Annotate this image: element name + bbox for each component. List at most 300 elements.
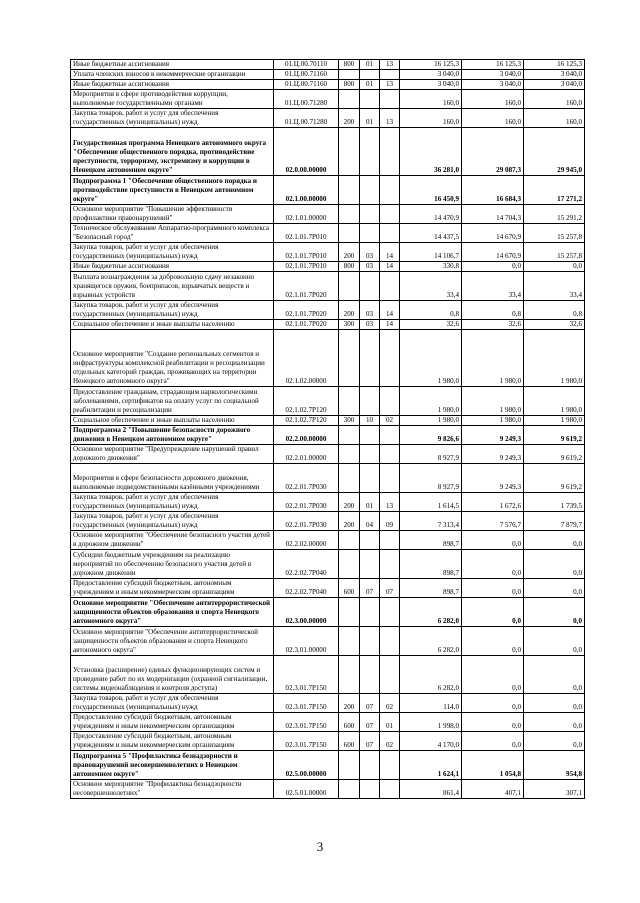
- row-target-code: 02.5.00.00000: [274, 751, 339, 780]
- row-target-code: 02.2.01.00000: [274, 445, 339, 464]
- row-amount-year-3: 0,0: [524, 627, 585, 656]
- row-amount-year-3: 0,0: [524, 732, 585, 751]
- row-expense-type: 600: [339, 713, 360, 732]
- row-name: Предоставление субсидий бюджетным, автономным учреждениям и иным некоммерческим организациям: [71, 579, 274, 598]
- row-amount-year-1: 6 282,0: [400, 598, 462, 627]
- row-section: [360, 531, 380, 550]
- row-amount-year-2: 3 040,0: [462, 70, 524, 80]
- row-amount-year-1: 1 980,0: [400, 416, 462, 426]
- row-name: Мероприятия в сфере безопасности дорожного движения, выполняемые подведомственными казёнными учреждениями: [71, 464, 274, 493]
- row-amount-year-2: 7 576,7: [462, 512, 524, 531]
- row-amount-year-1: 861,4: [400, 780, 462, 799]
- row-amount-year-1: 1 980,0: [400, 387, 462, 416]
- row-subsection: [380, 426, 400, 445]
- row-amount-year-3: 9 619,2: [524, 426, 585, 445]
- row-expense-type: [339, 656, 360, 694]
- row-name: Выплата вознаграждения за добровольную сдачу незаконно хранящегося оружия, боеприпасов, взрывчатых веществ и взрывных устройств: [71, 272, 274, 301]
- row-subsection: [380, 387, 400, 416]
- row-amount-year-3: 0,0: [524, 656, 585, 694]
- table-row: [71, 751, 585, 780]
- row-amount-year-1: 160,0: [400, 109, 462, 128]
- row-section: [360, 464, 380, 493]
- row-expense-type: [339, 387, 360, 416]
- row-section: [360, 205, 380, 224]
- row-amount-year-3: 7 879,7: [524, 512, 585, 531]
- row-section: [360, 445, 380, 464]
- row-amount-year-2: 1 054,8: [462, 751, 524, 780]
- row-amount-year-2: 14 704,3: [462, 205, 524, 224]
- row-target-code: 02.2.01.7Р030: [274, 493, 339, 512]
- row-target-code: 02.2.02.7Р040: [274, 579, 339, 598]
- row-amount-year-2: 0,0: [462, 579, 524, 598]
- row-amount-year-1: 898,7: [400, 550, 462, 579]
- table-row: [71, 598, 585, 627]
- row-subsection: [380, 598, 400, 627]
- row-subsection: [380, 224, 400, 243]
- row-section: 03: [360, 320, 380, 330]
- table-row: [71, 579, 585, 598]
- table-row: [71, 330, 585, 387]
- row-amount-year-3: 29 945,0: [524, 128, 585, 176]
- row-name: Подпрограмма 1 "Обеспечение общественного порядка и противодействие преступности в Ненецком автономном округе": [71, 176, 274, 205]
- row-expense-type: [339, 330, 360, 387]
- row-name: Подпрограмма 2 "Повышение безопасности дорожного движения в Ненецком автономном округе": [71, 426, 274, 445]
- row-amount-year-3: 160,0: [524, 90, 585, 109]
- row-amount-year-1: 898,7: [400, 531, 462, 550]
- row-expense-type: 200: [339, 493, 360, 512]
- row-section: 07: [360, 694, 380, 713]
- row-target-code: 02.1.01.7Р020: [274, 301, 339, 320]
- row-amount-year-3: 32,6: [524, 320, 585, 330]
- row-amount-year-2: 9 249,3: [462, 445, 524, 464]
- row-expense-type: [339, 531, 360, 550]
- row-expense-type: [339, 70, 360, 80]
- row-amount-year-3: 0,0: [524, 579, 585, 598]
- row-amount-year-1: 0,8: [400, 301, 462, 320]
- row-subsection: 02: [380, 732, 400, 751]
- row-amount-year-1: 7 313,4: [400, 512, 462, 531]
- row-amount-year-3: 1 980,0: [524, 416, 585, 426]
- row-section: [360, 90, 380, 109]
- row-target-code: 02.3.00.00000: [274, 598, 339, 627]
- row-target-code: 01.Ц.00.71160: [274, 70, 339, 80]
- table-row: [71, 387, 585, 416]
- row-target-code: 02.1.00.00000: [274, 176, 339, 205]
- row-expense-type: 200: [339, 301, 360, 320]
- table-row: [71, 416, 585, 426]
- table-row: [71, 128, 585, 176]
- row-amount-year-3: 160,0: [524, 109, 585, 128]
- row-subsection: [380, 330, 400, 387]
- row-target-code: 02.2.02.00000: [274, 531, 339, 550]
- table-row: [71, 780, 585, 799]
- table-row: [71, 60, 585, 70]
- row-expense-type: 200: [339, 243, 360, 262]
- row-name: Иные бюджетные ассигнования: [71, 60, 274, 70]
- row-target-code: 02.1.01.7Р010: [274, 262, 339, 272]
- table-row: [71, 272, 585, 301]
- row-amount-year-3: 0,0: [524, 550, 585, 579]
- row-expense-type: [339, 90, 360, 109]
- row-subsection: [380, 176, 400, 205]
- row-section: 03: [360, 301, 380, 320]
- row-expense-type: [339, 272, 360, 301]
- row-subsection: [380, 205, 400, 224]
- row-amount-year-1: 16 450,9: [400, 176, 462, 205]
- row-subsection: 14: [380, 320, 400, 330]
- row-name: Социальное обеспечение и иные выплаты населению: [71, 320, 274, 330]
- row-amount-year-3: 0,0: [524, 694, 585, 713]
- row-section: 03: [360, 262, 380, 272]
- row-name: Основное мероприятие "Повышение эффективности профилактики правонарушений": [71, 205, 274, 224]
- row-name: Государственная программа Ненецкого автономного округа "Обеспечение общественного порядка, противодействие преступности, терроризму, экстремизму и коррупции в Ненецком автономном округе": [71, 128, 274, 176]
- row-name: Основное мероприятие "Профилактика безнадзорности несовершеннолетних": [71, 780, 274, 799]
- row-target-code: 02.1.01.7Р020: [274, 272, 339, 301]
- row-expense-type: [339, 751, 360, 780]
- row-subsection: [380, 627, 400, 656]
- table-row: [71, 90, 585, 109]
- row-expense-type: 800: [339, 60, 360, 70]
- row-subsection: [380, 272, 400, 301]
- row-target-code: 02.3.01.7Р150: [274, 713, 339, 732]
- row-amount-year-1: 1 980,0: [400, 330, 462, 387]
- row-amount-year-2: 9 249,3: [462, 464, 524, 493]
- table-row: [71, 426, 585, 445]
- row-amount-year-2: 160,0: [462, 90, 524, 109]
- table-row: [71, 176, 585, 205]
- row-name: Установка (расширение) единых функционирующих систем и проведение работ по их модернизации (охранной сигнализации, системы видеонаблюдения и контроля доступа): [71, 656, 274, 694]
- table-row: [71, 713, 585, 732]
- row-amount-year-1: 3 040,0: [400, 70, 462, 80]
- row-section: 03: [360, 243, 380, 262]
- row-section: [360, 627, 380, 656]
- table-row: [71, 464, 585, 493]
- row-target-code: 02.1.01.7Р020: [274, 320, 339, 330]
- row-name: Иные бюджетные ассигнования: [71, 80, 274, 90]
- row-target-code: 02.1.01.7Р010: [274, 243, 339, 262]
- table-row: [71, 656, 585, 694]
- row-subsection: 02: [380, 694, 400, 713]
- row-section: [360, 330, 380, 387]
- row-amount-year-3: 9 619,2: [524, 464, 585, 493]
- row-name: Техническое обслуживание Аппаратно-программного комплекса "Безопасный город": [71, 224, 274, 243]
- row-target-code: 02.3.01.7Р150: [274, 732, 339, 751]
- row-amount-year-2: 1 980,0: [462, 330, 524, 387]
- row-amount-year-3: 0,0: [524, 598, 585, 627]
- row-amount-year-2: 160,0: [462, 109, 524, 128]
- row-expense-type: 300: [339, 416, 360, 426]
- row-section: [360, 780, 380, 799]
- row-amount-year-1: 14 437,5: [400, 224, 462, 243]
- row-subsection: 01: [380, 713, 400, 732]
- row-name: Закупка товаров, работ и услуг для обеспечения государственных (муниципальных) нужд: [71, 243, 274, 262]
- row-amount-year-2: 0,0: [462, 262, 524, 272]
- row-name: Закупка товаров, работ и услуг для обеспечения государственных (муниципальных) нужд: [71, 301, 274, 320]
- row-amount-year-2: 0,0: [462, 627, 524, 656]
- row-section: 01: [360, 60, 380, 70]
- row-subsection: 14: [380, 301, 400, 320]
- row-section: [360, 656, 380, 694]
- row-target-code: 02.0.00.00000: [274, 128, 339, 176]
- row-section: [360, 387, 380, 416]
- row-name: Предоставление гражданам, страдающим наркологическими заболеваниями, сертификатов на оплату услуг по социальной реабилитации и ресоциализации: [71, 387, 274, 416]
- row-expense-type: [339, 205, 360, 224]
- row-subsection: 14: [380, 243, 400, 262]
- row-name: Основное мероприятие "Обеспечение безопасного участия детей в дорожном движении": [71, 531, 274, 550]
- row-target-code: 02.1.02.7Р120: [274, 416, 339, 426]
- row-name: Основное мероприятие "Предупреждение нарушений правил дорожного движения": [71, 445, 274, 464]
- row-amount-year-2: 0,0: [462, 732, 524, 751]
- row-target-code: 02.2.01.7Р030: [274, 464, 339, 493]
- row-amount-year-2: 16 684,3: [462, 176, 524, 205]
- row-section: 10: [360, 416, 380, 426]
- row-amount-year-2: 16 125,3: [462, 60, 524, 70]
- row-expense-type: [339, 550, 360, 579]
- row-amount-year-3: 0,0: [524, 531, 585, 550]
- row-target-code: 01.Ц.00.70110: [274, 60, 339, 70]
- row-amount-year-3: 0,0: [524, 262, 585, 272]
- row-name: Закупка товаров, работ и услуг для обеспечения государственных (муниципальных) нужд: [71, 694, 274, 713]
- table-row: [71, 445, 585, 464]
- row-name: Закупка товаров, работ и услуг для обеспечения государственных (муниципальных) нужд: [71, 109, 274, 128]
- row-name: Уплата членских взносов в некоммерческие организации: [71, 70, 274, 80]
- row-amount-year-1: 16 125,3: [400, 60, 462, 70]
- row-name: Основное мероприятие "Создание региональных сегментов и инфраструктуры комплексной реабилитации и ресоциализации отдельных категорий граждан, проживающих на территории Ненецкого автономного округа": [71, 330, 274, 387]
- row-amount-year-1: 114,0: [400, 694, 462, 713]
- table-row: [71, 493, 585, 512]
- row-subsection: [380, 464, 400, 493]
- table-row: [71, 205, 585, 224]
- row-target-code: 02.1.01.7Р010: [274, 224, 339, 243]
- row-subsection: 13: [380, 109, 400, 128]
- table-row: [71, 512, 585, 531]
- row-section: [360, 751, 380, 780]
- row-amount-year-3: 15 257,8: [524, 224, 585, 243]
- row-section: 01: [360, 493, 380, 512]
- table-row: [71, 627, 585, 656]
- row-subsection: 14: [380, 262, 400, 272]
- row-amount-year-1: 36 281,0: [400, 128, 462, 176]
- row-subsection: 02: [380, 416, 400, 426]
- row-section: 01: [360, 80, 380, 90]
- row-amount-year-1: 14 470,9: [400, 205, 462, 224]
- row-expense-type: 200: [339, 694, 360, 713]
- table-row: [71, 70, 585, 80]
- row-expense-type: [339, 598, 360, 627]
- table-row: [71, 732, 585, 751]
- row-section: [360, 70, 380, 80]
- row-amount-year-1: 8 927,9: [400, 464, 462, 493]
- row-section: [360, 598, 380, 627]
- row-section: 07: [360, 579, 380, 598]
- row-subsection: 13: [380, 493, 400, 512]
- row-target-code: 01.Ц.00.71280: [274, 90, 339, 109]
- page-number: 3: [316, 839, 324, 854]
- row-amount-year-3: 16 125,3: [524, 60, 585, 70]
- row-target-code: 01.Ц.00.71280: [274, 109, 339, 128]
- row-expense-type: 800: [339, 80, 360, 90]
- row-subsection: 13: [380, 80, 400, 90]
- row-expense-type: 200: [339, 109, 360, 128]
- row-amount-year-2: 0,0: [462, 550, 524, 579]
- table-row: [71, 531, 585, 550]
- row-subsection: [380, 90, 400, 109]
- row-amount-year-3: 1 980,0: [524, 387, 585, 416]
- row-target-code: 02.2.00.00000: [274, 426, 339, 445]
- row-amount-year-2: 29 087,3: [462, 128, 524, 176]
- row-amount-year-3: 954,8: [524, 751, 585, 780]
- row-amount-year-3: 0,8: [524, 301, 585, 320]
- row-target-code: 02.3.01.7Р150: [274, 656, 339, 694]
- row-amount-year-3: 15 257,8: [524, 243, 585, 262]
- row-amount-year-3: 9 619,2: [524, 445, 585, 464]
- row-name: Основное мероприятие "Обеспечение антитеррористической защищенности объектов образования и спорта Ненецкого автономного округа": [71, 627, 274, 656]
- row-amount-year-1: 9 826,6: [400, 426, 462, 445]
- row-amount-year-1: 3 040,0: [400, 80, 462, 90]
- row-target-code: 02.3.01.7Р150: [274, 694, 339, 713]
- row-name: Предоставление субсидий бюджетным, автономным учреждениям и иным некоммерческим организациям: [71, 713, 274, 732]
- row-subsection: [380, 70, 400, 80]
- row-amount-year-1: 160,0: [400, 90, 462, 109]
- row-section: 07: [360, 732, 380, 751]
- row-expense-type: 300: [339, 320, 360, 330]
- row-amount-year-2: 0,8: [462, 301, 524, 320]
- budget-table-sheet: [70, 59, 584, 799]
- table-row: [71, 80, 585, 90]
- row-amount-year-3: 0,0: [524, 713, 585, 732]
- row-section: [360, 272, 380, 301]
- row-subsection: [380, 656, 400, 694]
- table-row: [71, 262, 585, 272]
- row-amount-year-2: 33,4: [462, 272, 524, 301]
- row-target-code: 02.1.02.7Р120: [274, 387, 339, 416]
- row-amount-year-2: 14 670,9: [462, 243, 524, 262]
- row-amount-year-1: 32,6: [400, 320, 462, 330]
- row-amount-year-2: 0,0: [462, 598, 524, 627]
- row-amount-year-2: 14 670,9: [462, 224, 524, 243]
- row-amount-year-1: 1 998,0: [400, 713, 462, 732]
- row-name: Социальное обеспечение и иные выплаты населению: [71, 416, 274, 426]
- row-amount-year-3: 17 271,2: [524, 176, 585, 205]
- table-row: [71, 694, 585, 713]
- row-expense-type: [339, 224, 360, 243]
- row-subsection: [380, 751, 400, 780]
- row-expense-type: [339, 426, 360, 445]
- row-amount-year-2: 32,6: [462, 320, 524, 330]
- row-name: Закупка товаров, работ и услуг для обеспечения государственных (муниципальных) нужд: [71, 493, 274, 512]
- row-amount-year-1: 4 170,0: [400, 732, 462, 751]
- row-target-code: 02.5.01.00000: [274, 780, 339, 799]
- row-expense-type: [339, 780, 360, 799]
- row-expense-type: [339, 464, 360, 493]
- row-expense-type: [339, 176, 360, 205]
- row-amount-year-1: 330,8: [400, 262, 462, 272]
- row-amount-year-2: 0,0: [462, 531, 524, 550]
- row-target-code: 02.3.01.00000: [274, 627, 339, 656]
- row-section: [360, 128, 380, 176]
- row-amount-year-3: 3 040,0: [524, 70, 585, 80]
- row-amount-year-2: 0,0: [462, 713, 524, 732]
- row-amount-year-3: 1 980,0: [524, 330, 585, 387]
- row-amount-year-2: 9 249,3: [462, 426, 524, 445]
- row-subsection: [380, 780, 400, 799]
- row-target-code: 02.2.02.7Р040: [274, 550, 339, 579]
- row-amount-year-3: 307,1: [524, 780, 585, 799]
- row-subsection: [380, 550, 400, 579]
- row-amount-year-1: 8 927,9: [400, 445, 462, 464]
- row-subsection: 13: [380, 60, 400, 70]
- row-expense-type: 800: [339, 262, 360, 272]
- row-expense-type: [339, 445, 360, 464]
- row-subsection: 09: [380, 512, 400, 531]
- row-target-code: 02.1.02.00000: [274, 330, 339, 387]
- row-target-code: 01.Ц.00.71160: [274, 80, 339, 90]
- row-amount-year-3: 3 040,0: [524, 80, 585, 90]
- budget-table: [70, 59, 585, 799]
- row-amount-year-2: 407,1: [462, 780, 524, 799]
- row-amount-year-3: 15 291,2: [524, 205, 585, 224]
- row-expense-type: 600: [339, 579, 360, 598]
- row-target-code: 02.2.01.7Р030: [274, 512, 339, 531]
- row-amount-year-3: 33,4: [524, 272, 585, 301]
- row-amount-year-1: 6 282,0: [400, 627, 462, 656]
- row-name: Мероприятия в сфере противодействия коррупции, выполняемые государственными органами: [71, 90, 274, 109]
- row-amount-year-1: 898,7: [400, 579, 462, 598]
- row-section: 01: [360, 109, 380, 128]
- row-name: Закупка товаров, работ и услуг для обеспечения государственных (муниципальных) нужд: [71, 512, 274, 531]
- row-section: [360, 176, 380, 205]
- row-expense-type: [339, 627, 360, 656]
- row-amount-year-1: 1 614,5: [400, 493, 462, 512]
- row-name: Предоставление субсидий бюджетным, автономным учреждениям и иным некоммерческим организациям: [71, 732, 274, 751]
- row-name: Иные бюджетные ассигнования: [71, 262, 274, 272]
- row-subsection: [380, 531, 400, 550]
- row-name: Субсидии бюджетным учреждениям на реализацию мероприятий по обеспечению безопасного участия детей в дорожном движении: [71, 550, 274, 579]
- row-target-code: 02.1.01.00000: [274, 205, 339, 224]
- table-row: [71, 224, 585, 243]
- row-amount-year-2: 1 672,6: [462, 493, 524, 512]
- row-amount-year-2: 0,0: [462, 694, 524, 713]
- row-amount-year-1: 33,4: [400, 272, 462, 301]
- table-row: [71, 550, 585, 579]
- row-section: [360, 426, 380, 445]
- row-amount-year-1: 14 106,7: [400, 243, 462, 262]
- row-section: 04: [360, 512, 380, 531]
- row-section: [360, 550, 380, 579]
- row-name: Основное мероприятие "Обеспечение антитеррористической защищенности объектов образования и спорта Ненецкого автономного округа": [71, 598, 274, 627]
- row-section: 07: [360, 713, 380, 732]
- table-row: [71, 109, 585, 128]
- table-row: [71, 320, 585, 330]
- table-row: [71, 301, 585, 320]
- row-name: Подпрограмма 5 "Профилактика безнадзорности и правонарушений несовершеннолетних в Ненецком автономном округе": [71, 751, 274, 780]
- row-amount-year-1: 6 282,0: [400, 656, 462, 694]
- row-expense-type: [339, 128, 360, 176]
- row-amount-year-1: 1 624,1: [400, 751, 462, 780]
- row-amount-year-2: 1 980,0: [462, 387, 524, 416]
- row-section: [360, 224, 380, 243]
- row-amount-year-3: 1 739,5: [524, 493, 585, 512]
- row-amount-year-2: 1 980,0: [462, 416, 524, 426]
- row-expense-type: 600: [339, 732, 360, 751]
- row-subsection: [380, 128, 400, 176]
- row-expense-type: 200: [339, 512, 360, 531]
- row-amount-year-2: 3 040,0: [462, 80, 524, 90]
- row-subsection: 07: [380, 579, 400, 598]
- row-amount-year-2: 0,0: [462, 656, 524, 694]
- table-row: [71, 243, 585, 262]
- row-subsection: [380, 445, 400, 464]
